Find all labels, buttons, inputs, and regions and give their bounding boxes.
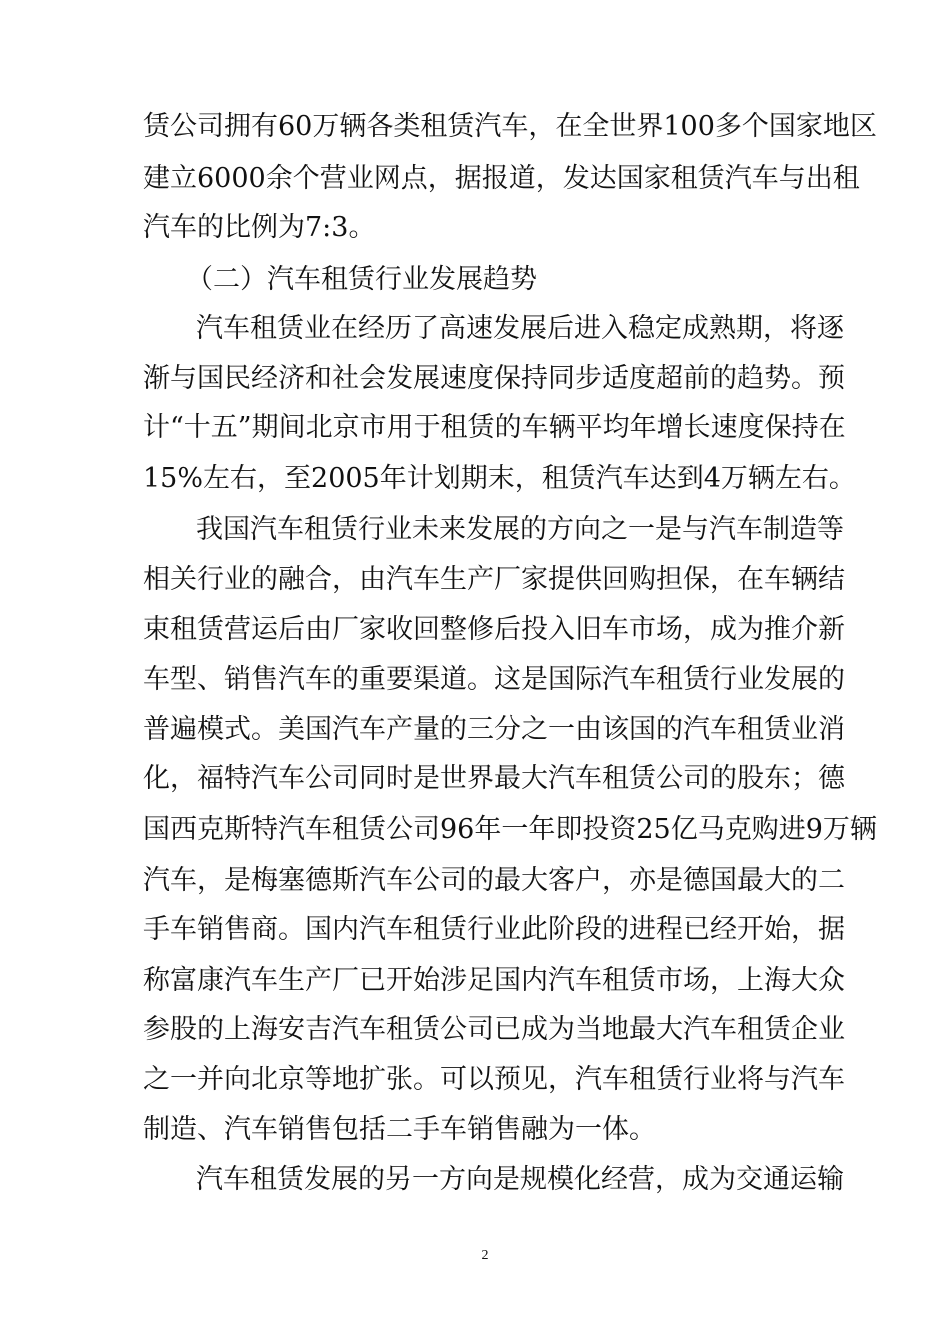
body-text-line: 汽车，是梅塞德斯汽车公司的最大客户，亦是德国最大的二 <box>143 865 845 896</box>
body-text-line: 相关行业的融合，由汽车生产厂家提供回购担保，在车辆结 <box>143 564 845 595</box>
section-heading: （二）汽车租赁行业发展趋势 <box>186 264 537 295</box>
body-text-line: 建立6000余个营业网点，据报道，发达国家租赁汽车与出租 <box>143 163 860 194</box>
body-text-line: 制造、汽车销售包括二手车销售融为一体。 <box>143 1114 656 1145</box>
body-text-line: 普遍模式。美国汽车产量的三分之一由该国的汽车租赁业消 <box>143 714 845 745</box>
body-text-line: 束租赁营运后由厂家收回整修后投入旧车市场，成为推介新 <box>143 614 845 645</box>
body-text-line: 车型、销售汽车的重要渠道。这是国际汽车租赁行业发展的 <box>143 664 845 695</box>
body-text-line: 我国汽车租赁行业未来发展的方向之一是与汽车制造等 <box>196 514 844 545</box>
body-text-line: 汽车租赁业在经历了高速发展后进入稳定成熟期，将逐 <box>196 313 844 344</box>
body-text-line: 汽车的比例为7:3。 <box>143 212 376 243</box>
body-text-line: 国西克斯特汽车租赁公司96年一年即投资25亿马克购进9万辆 <box>143 814 877 845</box>
body-text-line: 汽车租赁发展的另一方向是规模化经营，成为交通运输 <box>196 1164 844 1195</box>
body-text-line: 之一并向北京等地扩张。可以预见，汽车租赁行业将与汽车 <box>143 1064 845 1095</box>
page-number: 2 <box>481 1248 489 1263</box>
body-text-line: 参股的上海安吉汽车租赁公司已成为当地最大汽车租赁企业 <box>143 1014 845 1045</box>
body-text-line: 称富康汽车生产厂已开始涉足国内汽车租赁市场，上海大众 <box>143 965 845 996</box>
body-text-line: 15%左右，至2005年计划期末，租赁汽车达到4万辆左右。 <box>143 463 856 494</box>
body-text-line: 渐与国民经济和社会发展速度保持同步适度超前的趋势。预 <box>143 363 845 394</box>
body-text-line: 赁公司拥有60万辆各类租赁汽车，在全世界100多个国家地区 <box>143 111 877 142</box>
body-text-line: 计“十五”期间北京市用于租赁的车辆平均年增长速度保持在 <box>143 412 846 443</box>
body-text-line: 化，福特汽车公司同时是世界最大汽车租赁公司的股东；德 <box>143 763 845 794</box>
body-text-line: 手车销售商。国内汽车租赁行业此阶段的进程已经开始，据 <box>143 914 845 945</box>
